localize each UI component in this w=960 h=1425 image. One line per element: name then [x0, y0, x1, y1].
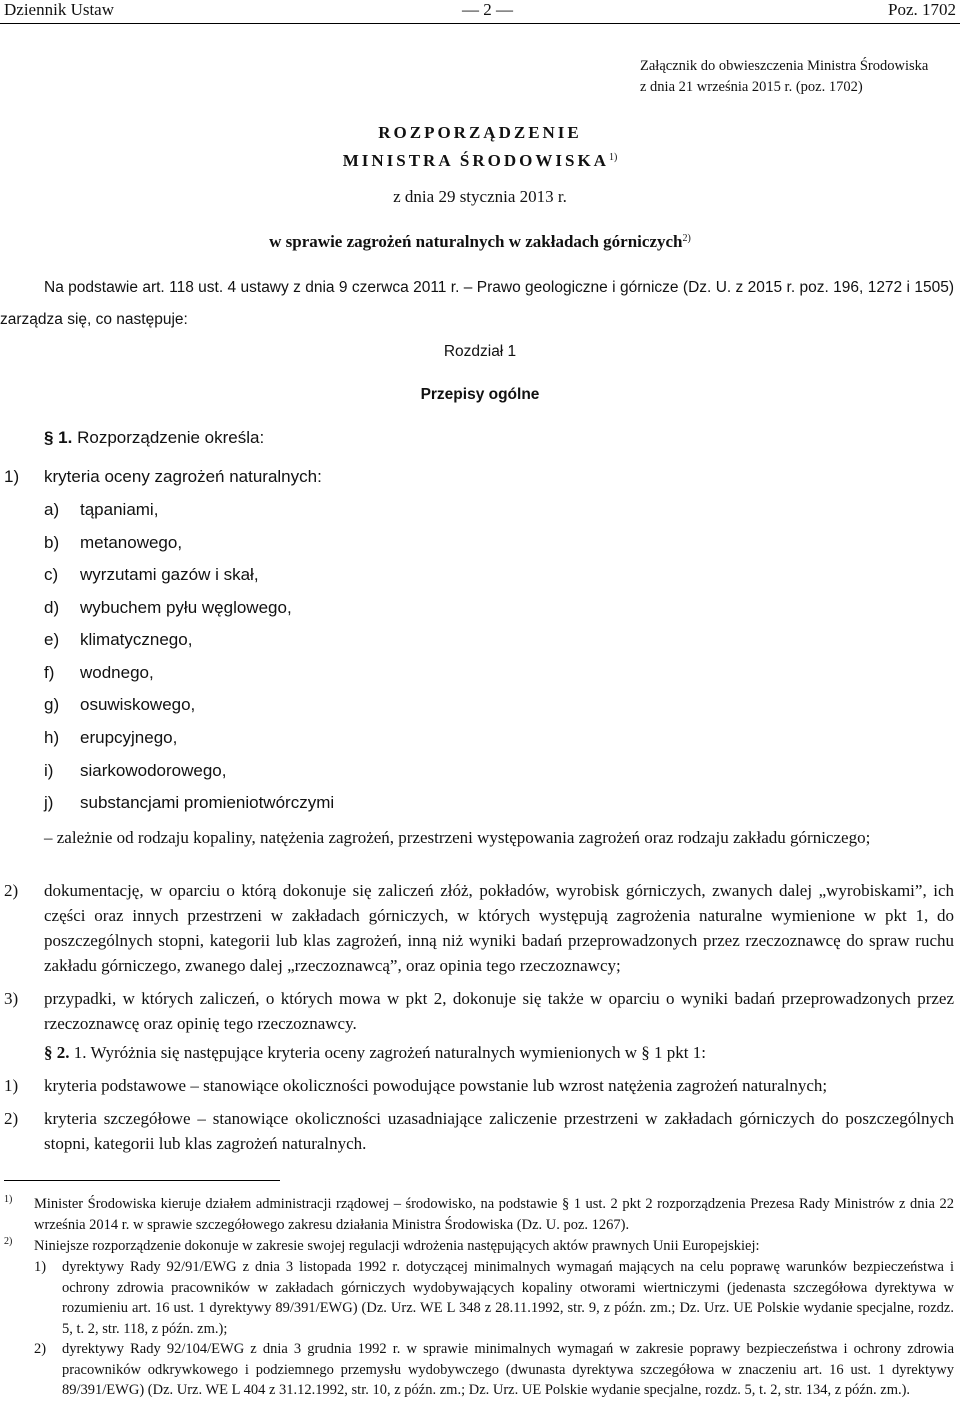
item-text: kryteria podstawowe – stanowiące okoliczności powodujące powstanie lub wzrost natężenia zagrożeń naturalnych; [44, 1076, 828, 1095]
section-2-item-2 [0, 1106, 954, 1156]
issuer-name: MINISTRA ŚRODOWISKA [342, 151, 609, 170]
issuer-heading [0, 151, 960, 171]
subitem-letter: b) [44, 533, 60, 552]
item-number: 2) [4, 881, 19, 900]
subitem-h [44, 728, 178, 748]
subitem-text: erupcyjnego, [80, 728, 178, 747]
page-header [0, 0, 960, 24]
subitem-j [44, 793, 335, 813]
subitem-letter: a) [44, 500, 60, 519]
section-1-item-1-tail [0, 825, 954, 850]
subitem-text: wyrzutami gazów i skał, [80, 565, 259, 584]
item-tail-text: – zależnie od rodzaju kopaliny, natężenia zagrożeń, przestrzeni występowania zagrożeń oraz rodzaju zakładu górniczego; [44, 828, 871, 847]
section-2-intro [44, 1043, 706, 1063]
regulation-date: z dnia 29 stycznia 2013 r. [393, 187, 567, 206]
footnote-ref-2: 2) [682, 233, 691, 244]
item-number: 1) [4, 1076, 19, 1095]
section-2-item-1 [0, 1073, 954, 1098]
footnote-item-text: dyrektywy Rady 92/104/EWG z dnia 3 grudnia 1992 r. w sprawie minimalnych wymagań w zakresie poprawy bezpieczeństwa i ochrony zdrowia pracowników odkrywkowego i podziemnego przemysłu wydobywczego (dwunasta dyrektywa szczegółowa w znaczeniu art. 16 ust. 1 dyrektywy 89/391/EWG) (Dz. Urz. WE L 404 z 31.12.1992, str. 10, z późn. zm.; Dz. Urz. UE Polskie wydanie specjalne, rozdz. 5, t. 2, str. 134, z późn. zm.). [62, 1341, 954, 1398]
regulation-heading: ROZPORZĄDZENIE [378, 123, 582, 142]
preamble: Na podstawie art. 118 ust. 4 ustawy z dnia 9 czerwca 2011 r. – Prawo geologiczne i górnicze (Dz. U. z 2015 r. poz. 196, 1272 i 1505) zarządza się, co następuje: [0, 279, 954, 328]
subitem-d [44, 598, 292, 618]
item-text: kryteria szczegółowe – stanowiące okoliczności uzasadniające zaliczenie przestrzeni w zakładach górniczych do poszczególnych stopni, kategorii lub klas zagrożeń naturalnych. [44, 1109, 954, 1153]
header-rule [0, 23, 960, 24]
subitem-letter: g) [44, 695, 60, 714]
subitem-text: substancjami promieniotwórczymi [80, 793, 335, 812]
section-2-mark: § 2. [44, 1043, 70, 1062]
item-text: dokumentację, w oparciu o którą dokonuje się zaliczeń złóż, pokładów, wyrobisk górniczych, zwanych dalej „wyrobiskami”, ich części oraz innych przestrzeni w zakładach górniczych, w których występują zagrożenia naturalne wymienione w pkt 1, do poszczególnych stopni, kategorii lub klas zagrożeń, inną niż wyniki badań przeprowadzonych przez rzeczoznawcę do spraw ruchu zakładu górniczego, zwanego dalej „rzeczoznawcą”, oraz opinia tego rzeczoznawcy; [44, 881, 954, 975]
item-number: 2) [4, 1109, 19, 1128]
section-1-intro-text: Rozporządzenie określa: [77, 428, 265, 447]
subitem-text: wybuchem pyłu węglowego, [80, 598, 292, 617]
footnote-1 [0, 1194, 954, 1235]
subitem-a [44, 500, 159, 520]
footnote-separator [4, 1180, 280, 1181]
annex-line-1: Załącznik do obwieszczenia Ministra Środowiska [640, 58, 929, 74]
item-number: 3) [4, 989, 19, 1008]
footnote-item-number: 2) [34, 1341, 47, 1357]
section-1-intro [44, 428, 264, 448]
subitem-letter: d) [44, 598, 60, 617]
subitem-letter: j) [44, 793, 54, 812]
subitem-i [44, 761, 227, 781]
subitem-b [44, 533, 183, 553]
item-text: przypadki, w których zaliczeń, o których mowa w pkt 2, dokonuje się także w oparciu o wyniki badań przeprowadzonych przez rzeczoznawcę oraz opinię tego rzeczoznawcy. [44, 989, 954, 1033]
subitem-text: metanowego, [80, 533, 183, 552]
subject-text: w sprawie zagrożeń naturalnych w zakładach górniczych [269, 232, 683, 251]
subitem-text: klimatycznego, [80, 630, 193, 649]
page-number: — 2 — [462, 0, 513, 19]
section-1-mark: § 1. [44, 428, 73, 447]
subitem-text: siarkowodorowego, [80, 761, 227, 780]
subitem-letter: h) [44, 728, 60, 747]
footnote-text: Minister Środowiska kieruje działem administracji rządowej – środowisko, na podstawie § 1 ust. 2 pkt 2 rozporządzenia Prezesa Rady Ministrów z dnia 22 września 2014 r. w sprawie szczegółowego zakresu działania Ministra Środowiska (Dz. U. poz. 1267). [34, 1196, 954, 1233]
subitem-text: tąpaniami, [80, 500, 159, 519]
subitem-e [44, 630, 193, 650]
annex-line-2: z dnia 21 września 2015 r. (poz. 1702) [640, 79, 863, 95]
position-number: Poz. 1702 [888, 0, 956, 19]
subitem-c [44, 565, 259, 585]
footnote-2-item-2 [0, 1339, 954, 1401]
regulation-subject [0, 232, 960, 252]
footnote-ref-1: 1) [608, 152, 618, 163]
footnote-2 [0, 1236, 954, 1257]
subitem-letter: f) [44, 663, 55, 682]
subitem-g [44, 695, 196, 715]
chapter-label: Rozdział 1 [443, 343, 517, 360]
footnote-text: Niniejsze rozporządzenie dokonuje w zakresie swojej regulacji wdrożenia następujących aktów prawnych Unii Europejskiej: [34, 1238, 760, 1254]
item-number: 1) [4, 467, 20, 486]
chapter-title: Przepisy ogólne [420, 386, 540, 403]
subitem-letter: i) [44, 761, 54, 780]
section-1-item-2 [0, 878, 954, 978]
subitem-letter: e) [44, 630, 60, 649]
item-text: kryteria oceny zagrożeń naturalnych: [44, 467, 322, 486]
journal-name: Dziennik Ustaw [4, 0, 115, 19]
subitem-letter: c) [44, 565, 59, 584]
subitem-f [44, 663, 154, 683]
footnote-2-item-1 [0, 1257, 954, 1339]
subitem-text: osuwiskowego, [80, 695, 196, 714]
footnote-mark: 1) [4, 1194, 13, 1205]
footnote-mark: 2) [4, 1236, 13, 1247]
subitem-text: wodnego, [80, 663, 154, 682]
section-1-item-3 [0, 986, 954, 1036]
footnote-item-text: dyrektywy Rady 92/91/EWG z dnia 3 listopada 1992 r. dotyczącej minimalnych wymagań mających na celu poprawę warunków bezpieczeństwa i ochrony zdrowia pracowników w zakładach górniczych wydobywających kopaliny otworami wiertniczymi (jedenasta szczegółowa dyrektywa w rozumieniu art. 16 ust. 1 dyrektywy 89/391/EWG) (Dz. Urz. WE L 348 z 28.11.1992, str. 9, z późn. zm.; Dz. Urz. UE Polskie wydanie specjalne, rozdz. 5, t. 2, str. 118, z późn. zm.); [62, 1259, 954, 1337]
annex-note [640, 56, 928, 98]
footnote-item-number: 1) [34, 1259, 47, 1275]
section-2-intro-text: 1. Wyróżnia się następujące kryteria oceny zagrożeń naturalnych wymienionych w § 1 pkt 1: [73, 1043, 706, 1062]
